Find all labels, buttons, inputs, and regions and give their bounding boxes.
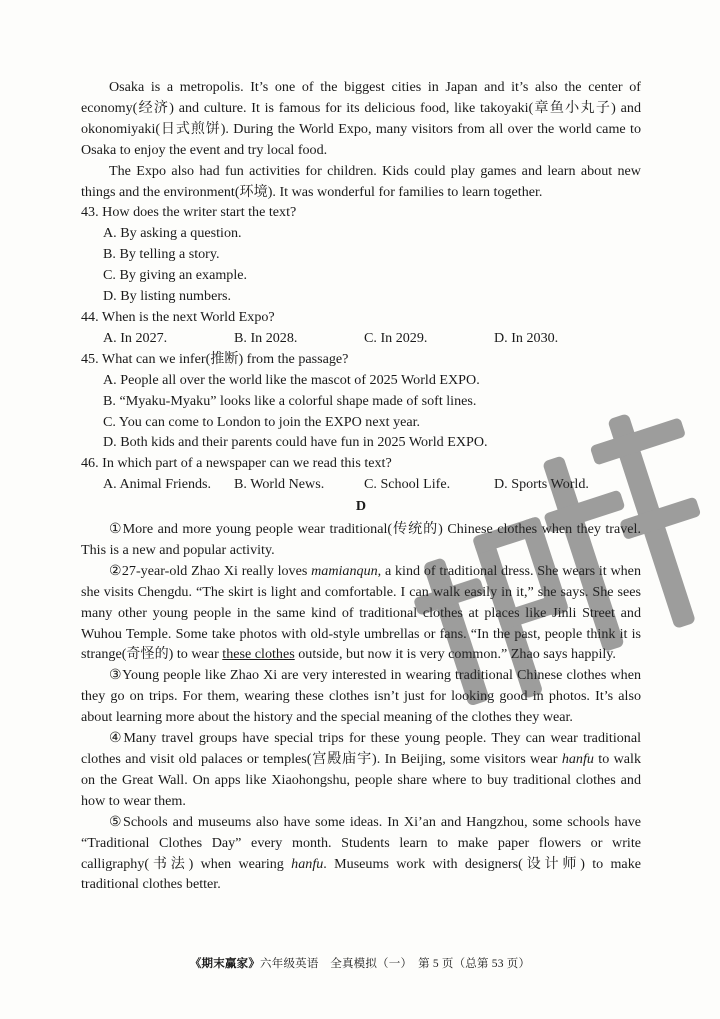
question-stem: 44. When is the next World Expo? xyxy=(81,308,275,325)
option-b: B. World News. xyxy=(234,476,325,493)
footer-text: 六年级英语 全真模拟（一） 第 5 页（总第 53 页） xyxy=(260,958,531,970)
page-footer xyxy=(0,955,720,971)
question-46 xyxy=(81,453,641,495)
option-b: B. “Myaku-Myaku” looks like a colorful shape made of soft lines. xyxy=(103,392,477,409)
option-d: D. Sports World. xyxy=(494,476,589,493)
question-44 xyxy=(81,307,641,349)
question-45 xyxy=(81,349,641,454)
passage-d-paragraph-2 xyxy=(81,561,641,666)
option-a: A. By asking a question. xyxy=(103,225,242,242)
underlined-phrase: these clothes xyxy=(222,646,295,663)
question-stem: 46. In which part of a newspaper can we read this text? xyxy=(81,455,392,472)
paragraph-text: outside, but now it is very common.” Zhao says happily. xyxy=(294,646,616,663)
option-a: A. In 2027. xyxy=(103,329,168,346)
passage-c-paragraph-1: Osaka is a metropolis. It’s one of the biggest cities in Japan and it’s also the center of economy(经济) and culture. It is famous for its delicious food, like takoyaki(章鱼小丸子) and okonomiyaki(日式煎饼). During the World Expo, many visitors from all over the world came to Osaka to enjoy the event and try local food. xyxy=(81,79,641,158)
passage-d-paragraph-4 xyxy=(81,728,641,812)
question-43 xyxy=(81,202,641,307)
option-a: A. People all over the world like the mascot of 2025 World EXPO. xyxy=(103,371,480,388)
paragraph-text: ②27-year-old Zhao Xi really loves xyxy=(109,562,312,579)
book-title: 《期末赢家》 xyxy=(189,958,261,970)
question-stem: 43. How does the writer start the text? xyxy=(81,204,297,221)
question-stem: 45. What can we infer(推断) from the passage? xyxy=(81,350,349,367)
options-row xyxy=(81,328,641,349)
option-c: C. In 2029. xyxy=(364,329,428,346)
italic-term: mamianqun xyxy=(311,562,378,579)
option-c: C. School Life. xyxy=(364,476,451,493)
page-content xyxy=(81,77,641,895)
options-row xyxy=(81,474,641,495)
paragraph-text: . Museums work with designers(设计师) to make traditional clothes better. xyxy=(81,855,641,893)
paragraph-text: ⑤Schools and museums also have some ideas. In Xi’an and Hangzhou, some schools have “Traditional Clothes Day” every month. Students learn to make paper flowers or write calligraphy(书法) when wearing xyxy=(81,813,641,872)
paragraph-text: ④Many travel groups have special trips for these young people. They can wear traditional clothes and visit old palaces or temples(宫殿庙宇). In Beijing, some visitors wear xyxy=(81,730,641,767)
option-a: A. Animal Friends. xyxy=(103,476,212,493)
passage-d-paragraph-1: ①More and more young people wear traditional(传统的) Chinese clothes when they travel. This is a new and popular activity. xyxy=(81,521,641,558)
italic-term: hanfu xyxy=(561,751,594,767)
italic-term: hanfu xyxy=(291,855,324,872)
passage-d-paragraph-5 xyxy=(81,812,641,896)
paragraph-text: , a kind of traditional dress. She wears it when she visits Chengdu. “The skirt is light and comfortable. I can walk easily in it,” she says. She sees many other young people in the same kind of traditional clothes at places like Jinli Street and Wuhou Temple. Some take photos with old-style umbrellas or fans. “In the past, people think it is strange(奇怪的) to wear xyxy=(81,562,641,663)
option-b: B. By telling a story. xyxy=(103,246,220,263)
paragraph-text: to walk on the Great Wall. On apps like Xiaohongshu, people share where to buy traditional clothes and how to wear them. xyxy=(81,751,642,809)
option-d: D. By listing numbers. xyxy=(103,288,232,305)
passage-d-paragraph-3: ③Young people like Zhao Xi are very interested in wearing traditional Chinese clothes when they go on trips. For them, wearing these clothes isn’t just for looking good in photos. It’s also about learning more about the history and the special meaning of the clothes they wear. xyxy=(81,667,641,726)
passage-c-paragraph-2: The Expo also had fun activities for children. Kids could play games and learn about new things and the environment(环境). It was wonderful for families to learn together. xyxy=(81,162,641,200)
option-c: C. By giving an example. xyxy=(103,267,248,284)
option-b: B. In 2028. xyxy=(234,329,298,346)
option-c: C. You can come to London to join the EXPO next year. xyxy=(103,413,421,430)
option-d: D. In 2030. xyxy=(494,329,559,346)
option-d: D. Both kids and their parents could have fun in 2025 World EXPO. xyxy=(103,434,488,451)
passage-d-title: D xyxy=(355,498,367,515)
